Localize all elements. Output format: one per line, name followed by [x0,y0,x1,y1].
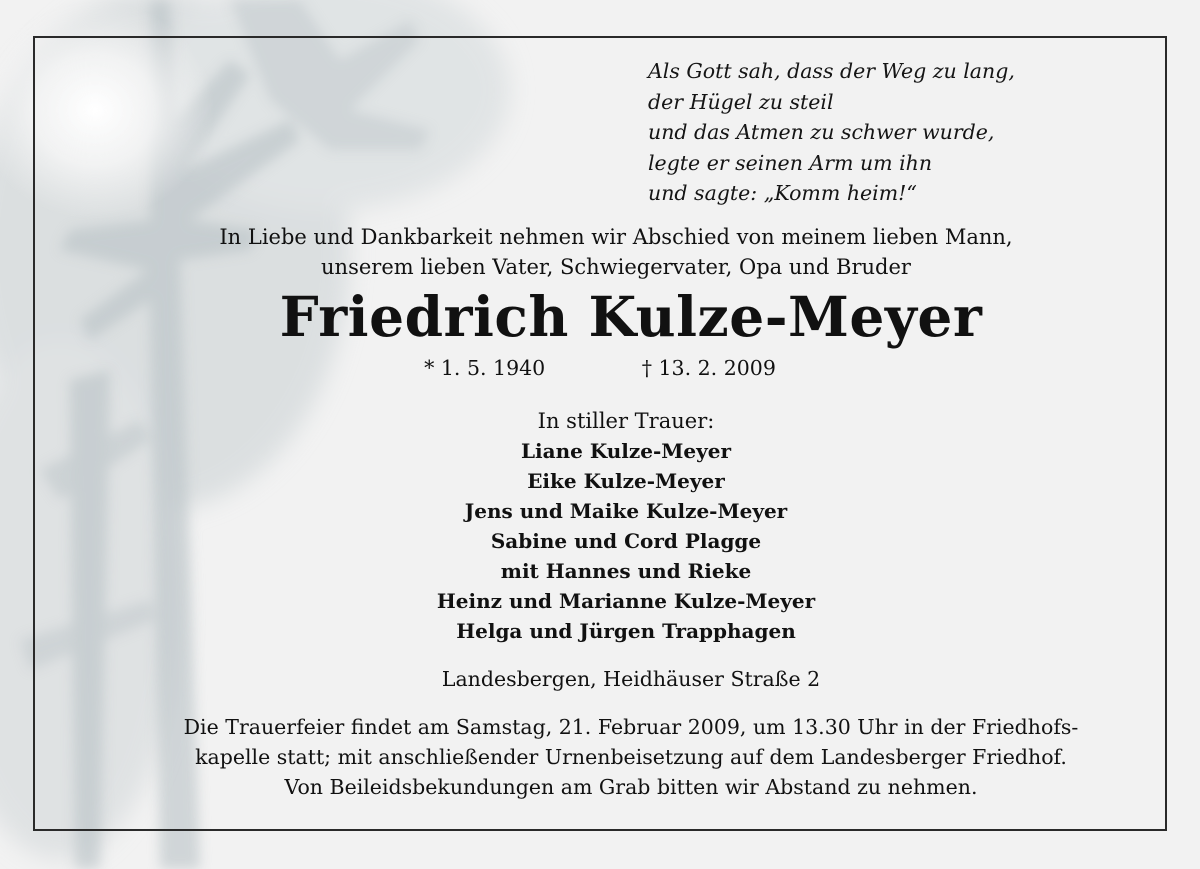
mourner-entry: Sabine und Cord Plagge [490,529,762,553]
mourners-list [0,436,1200,646]
mourner-entry: Jens und Maike Kulze-Meyer [464,499,788,523]
poem-line: und das Atmen zu schwer wurde, [648,120,995,144]
notice-line: kapelle statt; mit anschließender Urnenbeisetzung auf dem Landesberger Friedhof. [195,745,1067,769]
poem-line: Als Gott sah, dass der Weg zu lang, [648,59,1015,83]
mourner-entry: Helga und Jürgen Trapphagen [456,619,796,643]
intro-text [0,222,1200,282]
poem-line: der Hügel zu steil [648,89,834,114]
intro-line: unserem lieben Vater, Schwiegervater, Opa und Bruder [321,255,911,279]
deceased-name: Friedrich Kulze-Meyer [279,284,983,349]
birth-date: * 1. 5. 1940 [424,356,546,380]
poem-line: und sagte: „Komm heim!“ [648,181,917,205]
mourner-entry: mit Hannes und Rieke [500,559,752,583]
mourning-label: In stiller Trauer: [537,409,715,433]
mourner-entry: Eike Kulze-Meyer [527,469,725,493]
poem-line: legte er seinen Arm um ihn [648,150,933,175]
mourner-entry: Liane Kulze-Meyer [520,439,732,463]
poem [648,56,1118,209]
mourner-entry: Heinz und Marianne Kulze-Meyer [436,589,816,613]
death-date: † 13. 2. 2009 [641,356,776,380]
life-dates [0,354,1200,382]
address: Landesbergen, Heidhäuser Straße 2 [441,667,821,691]
funeral-notice [0,712,1200,802]
notice-line: Von Beileidsbekundungen am Grab bitten wir Abstand zu nehmen. [284,775,978,799]
notice-line: Die Trauerfeier findet am Samstag, 21. Februar 2009, um 13.30 Uhr in der Friedhofs- [183,715,1079,739]
intro-line: In Liebe und Dankbarkeit nehmen wir Abschied von meinem lieben Mann, [219,225,1013,249]
